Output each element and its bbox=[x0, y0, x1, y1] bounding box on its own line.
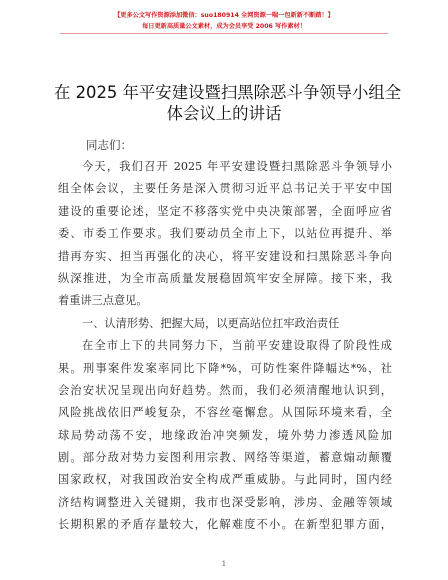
body-line: 组全体会议，主要任务是深入贯彻习近平总书记关于平安中国 bbox=[58, 182, 392, 196]
body-line: 果。刑事案件发案率同比下降*%，可防性案件降幅达*%，社 bbox=[58, 361, 392, 375]
header-divider bbox=[60, 33, 388, 34]
body-line: 剧。部分敌对势力妄图利用宗教、网络等渠道，蓄意煽动颠覆 bbox=[58, 451, 392, 465]
promo-banner-line-2: 每日更新高质量公文素材，成为会员享受 2006 写作素材！ bbox=[142, 23, 306, 30]
body-line: 风险挑战依旧严峻复杂，不容丝毫懈怠。从国际环境来看，全 bbox=[58, 406, 392, 420]
title-line-2: 体会议上的讲话 bbox=[166, 104, 282, 123]
body-line: 会治安状况呈现出向好趋势。然而，我们必须清醒地认识到， bbox=[58, 383, 392, 397]
body-line: 球局势动荡不安，地缘政治冲突频发，境外势力渗透风险加 bbox=[58, 428, 392, 442]
title-line-1: 在 2025 年平安建设暨扫黑除恶斗争领导小组全 bbox=[54, 83, 402, 102]
body-line: 委、市委工作要求。我们要动员全市上下，以站位再提升、举 bbox=[58, 227, 392, 241]
body-line: 着重讲三点意见。 bbox=[58, 294, 148, 308]
body-line: 措再夯实、担当再强化的决心，将平安建设和扫黑除恶斗争向 bbox=[58, 249, 392, 263]
document-title bbox=[54, 82, 402, 124]
body-line: 建设的重要论述，坚定不移落实党中央决策部署，全面呼应省 bbox=[58, 204, 392, 218]
promo-banner-line-1: 【更多公文写作资源添加微信：suo180914 全网资源一喘一包新新不断踏！】 bbox=[114, 12, 334, 19]
body-line: 在全市上下的共同努力下，当前平安建设取得了阶段性成 bbox=[82, 339, 392, 353]
body-line: 今天，我们召开 2025 年平安建设暨扫黑除恶斗争领导小 bbox=[82, 160, 392, 173]
speech-body bbox=[58, 156, 392, 537]
body-line: 纵深推进，为全市高质量发展稳固筑牢安全屏障。接下来，我 bbox=[58, 271, 392, 285]
body-line: 长期积累的矛盾存量较大，化解难度不小。在新型犯罪方面， bbox=[58, 518, 392, 532]
section-heading: 一、认清形势、把握大局，以更高站位扛牢政治责任 bbox=[82, 316, 340, 330]
body-line: 国家政权，对我国政治安全构成严重威胁。与此同时，国内经 bbox=[58, 473, 392, 487]
greeting: 同志们： bbox=[86, 138, 132, 152]
page-number: 1 bbox=[221, 560, 227, 568]
body-line: 济结构调整进入关键期，我市也深受影响，涉房、金融等领域 bbox=[58, 495, 392, 509]
